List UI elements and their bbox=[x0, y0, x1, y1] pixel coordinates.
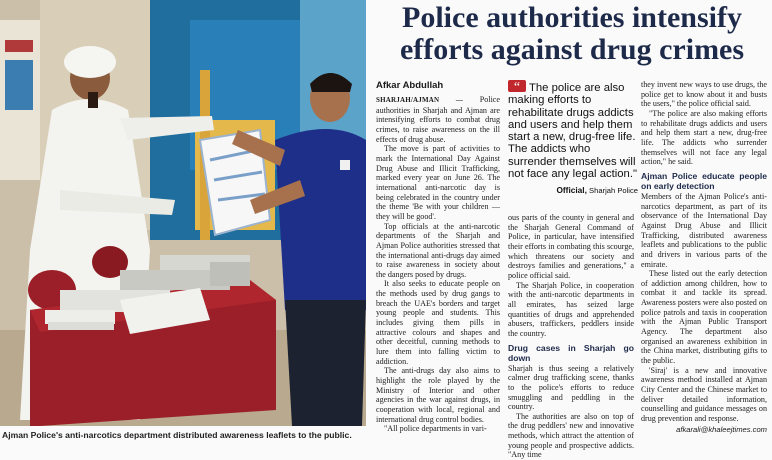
paragraph: 'Siraj' is a new and innovative awareness method installed at Ajman City Center and the Chinese market to deliver detailed information, counselling and guidance messages on drug prevention and response. bbox=[641, 365, 767, 423]
dateline: SHARJAH/AJMAN — bbox=[376, 96, 464, 104]
paragraph: The Sharjah Police, in cooperation with the anti-narcotic departments in all emirates, has seized large quantities of drugs and apprehended abusers, traffickers, peddlers inside the country. bbox=[508, 280, 634, 338]
paragraph: they invent new ways to use drugs, the police get to know about it and busts the users," the police official said. bbox=[641, 80, 767, 109]
byline: Afkar Abdullah bbox=[376, 80, 444, 91]
subheading: Ajman Police educate people on early detection bbox=[641, 170, 767, 191]
paragraph: These listed out the early detection of addiction among children, how to combat it and tackle its spread. Awareness posters were also posted on police patrols and taxis in cooperation with the Ajman Public Transport Agency. The department also organised an awareness exhibition in the China market, distributing gifts to the public. bbox=[641, 269, 767, 366]
pull-quote-text: The police are also making efforts to rehabilitate drugs addicts and users and help them start a new, drug-free life. The addicts who surrender themselves will not face any legal action." bbox=[508, 82, 637, 181]
lead-paragraph: SHARJAH/AJMAN — Police authorities in Sharjah and Ajman are intensifying efforts to combat drug crimes, to raise awareness on the ill effects of drug abuse. bbox=[376, 95, 500, 144]
paragraph: The authorities are also on top of the drug peddlers' new and innovative methods, which attract the attention of young people and prospective addicts. "Any time bbox=[508, 411, 634, 460]
pull-quote bbox=[508, 80, 638, 198]
article-column-1 bbox=[376, 95, 500, 434]
article-headline: Police authorities intensify efforts against drug crimes bbox=[399, 1, 745, 66]
paragraph: Members of the Ajman Police's anti-narcotics department, as part of its observance of the International Day Against Drug Abuse and Illicit Trafficking, distributed awareness leaflets and publications to the public and drivers in various parts of the emirate. bbox=[641, 191, 767, 269]
photo-illustration bbox=[0, 0, 366, 426]
photo-caption: Ajman Police's anti-narcotics department distributed awareness leaflets to the public. bbox=[2, 430, 352, 440]
quote-mark-icon bbox=[508, 80, 526, 92]
paragraph: "The police are also making efforts to rehabilitate drugs addicts and users and help them start a new, drug-free life. The addicts who surrender themselves will not face any legal action," he said. bbox=[641, 108, 767, 167]
paragraph: Sharjah is thus seeing a relatively calmer drug trafficking scene, thanks to the police's efforts to reduce smuggling and peddling in the country. bbox=[508, 363, 634, 412]
paragraph: The anti-drugs day also aims to highlight the role played by the Ministry of Interior and other agencies in the war against drugs, in cooperation with local, regional and international drug control bodies. bbox=[376, 366, 500, 424]
paragraph: ous parts of the county in general and the Sharjah General Command of Police, in particular, have intensified their efforts in combating this scourge, which threatens our society and destroys families and generations," a police official said. bbox=[508, 213, 634, 280]
subheading: Drug cases in Sharjah go down bbox=[508, 342, 634, 363]
article-column-3 bbox=[641, 80, 767, 434]
paragraph: It also seeks to educate people on the methods used by drug gangs to breach the UAE's borders and target young people and students. This includes giving them pills in attractive colours and shapes and other deceitful, cunning methods to lure them into falling victim to addiction. bbox=[376, 279, 500, 366]
author-email: afkarali@khaleejtimes.com bbox=[676, 424, 767, 434]
pull-quote-source: Official, Sharjah Police bbox=[556, 185, 638, 196]
svg-text:“: “ bbox=[513, 80, 521, 92]
paragraph: "All police departments in vari- bbox=[384, 424, 487, 434]
news-photo bbox=[0, 0, 366, 426]
paragraph: The move is part of activities to mark the International Day Against Drug Abuse and Illicit Trafficking, marked every year on June 26. The international anti-narcotic day is being celebrated in the country under the theme 'Be with your children — they will be good'. bbox=[376, 144, 500, 221]
paragraph: Top officials at the anti-narcotic departments of the Sharjah and Ajman Police authorities stressed that the international anti-drugs day aimed to raise awareness in society about the dangers posed by drugs. bbox=[376, 221, 500, 279]
article-column-2 bbox=[508, 213, 634, 460]
